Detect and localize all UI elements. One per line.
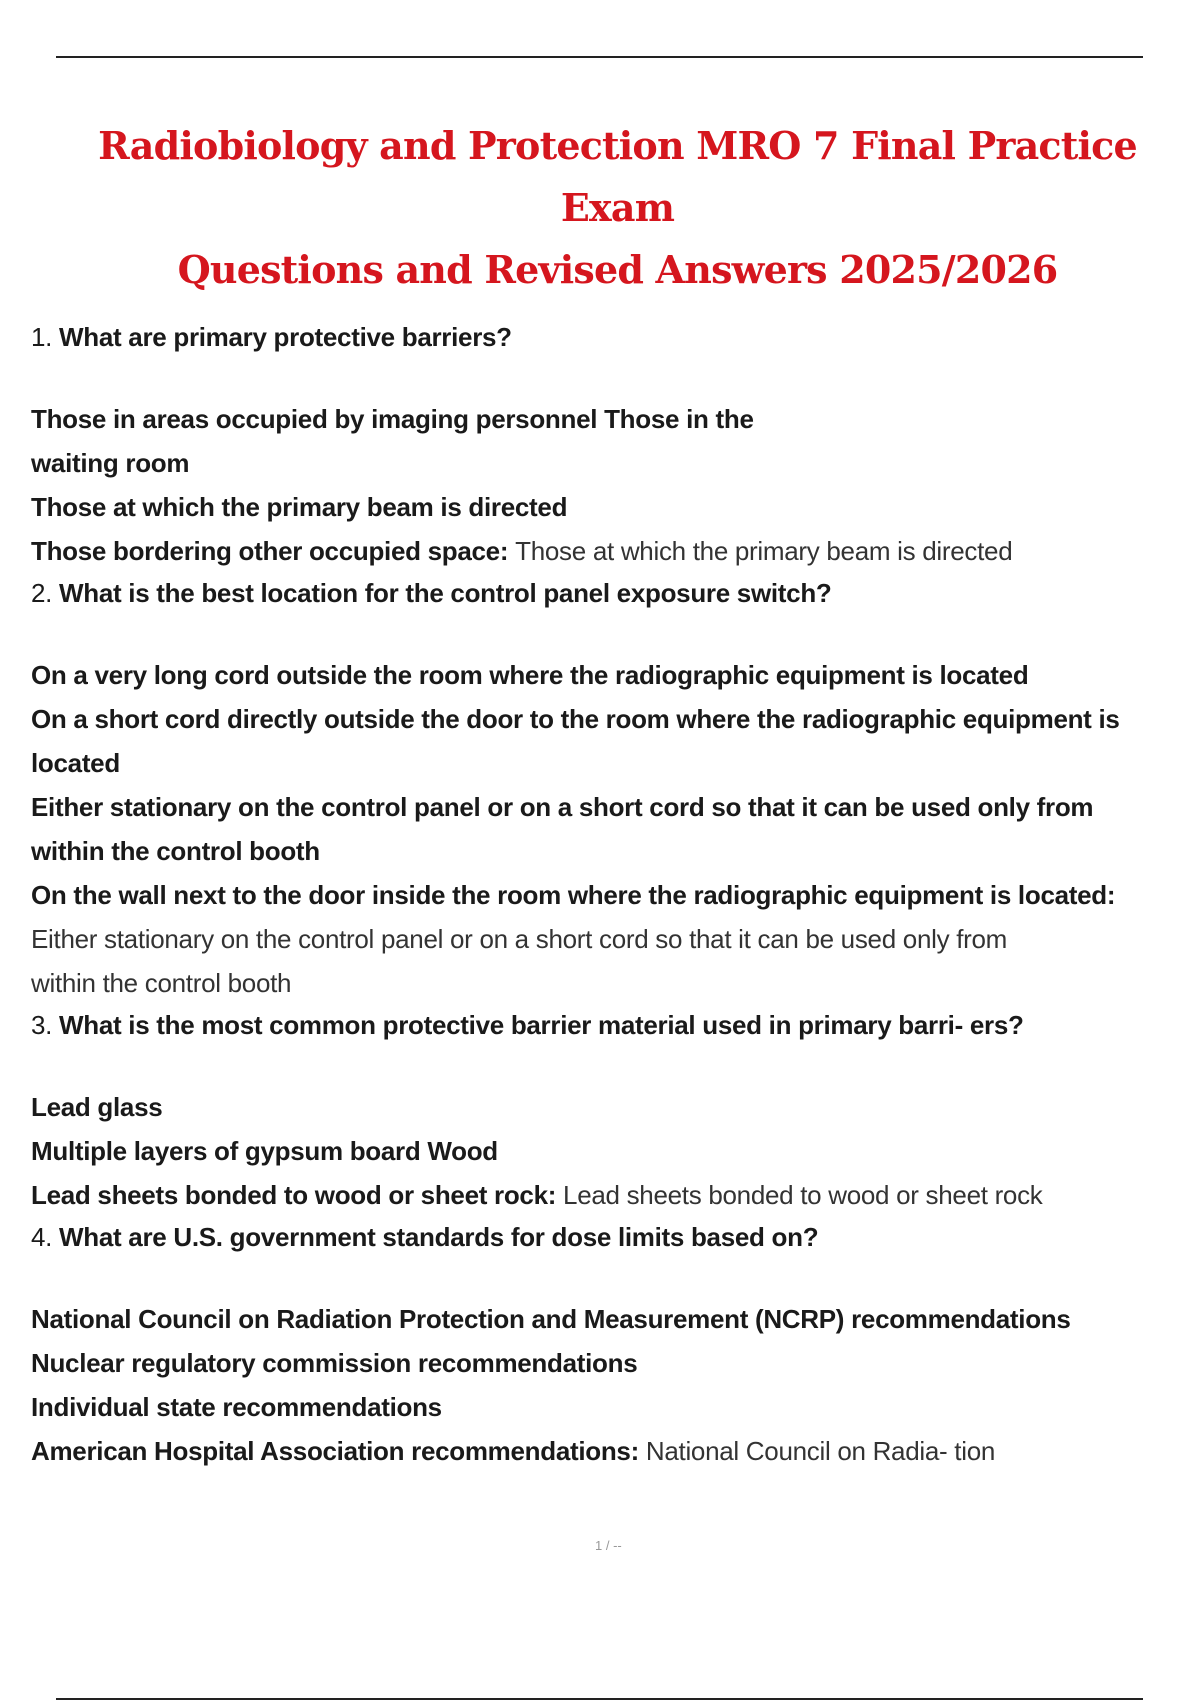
question-1 <box>31 317 1200 363</box>
document-title <box>40 115 1195 301</box>
title-line-2: Questions and Revised Answers 2025/2026 <box>177 247 1058 292</box>
option: Lead sheets bonded to wood or sheet rock: <box>31 1180 557 1210</box>
top-rule <box>56 56 1143 58</box>
question-text: What are U.S. government standards for dose limits based on? <box>59 1222 819 1252</box>
option: American Hospital Association recommendations: <box>31 1436 639 1466</box>
question-4 <box>31 1217 1200 1263</box>
question-number: 1. <box>31 322 53 352</box>
question-text: What are primary protective barriers? <box>59 322 512 352</box>
question-number: 3. <box>31 1010 53 1040</box>
option: within the control booth <box>31 836 320 866</box>
option-with-answer <box>31 529 1200 573</box>
option: On a short cord directly outside the door to the room where the radiographic equipment is <box>31 704 1120 734</box>
option-with-answer <box>31 1429 1200 1473</box>
page-number: 1 / -- <box>595 1538 622 1553</box>
option-with-answer <box>31 1173 1200 1217</box>
answer: National Council on Radia- tion <box>645 1436 996 1466</box>
option: On a very long cord outside the room where the radiographic equipment is located <box>31 660 1029 690</box>
option: Individual state recommendations <box>31 1392 442 1422</box>
option: Lead glass <box>31 1092 163 1122</box>
question-text: What is the most common protective barrier material used in primary barri- ers? <box>59 1010 1024 1040</box>
answer: within the control booth <box>31 968 292 998</box>
question-number: 2. <box>31 578 53 608</box>
option: Multiple layers of gypsum board Wood <box>31 1136 498 1166</box>
title-line-1: Radiobiology and Protection MRO 7 Final Practice Exam <box>98 123 1137 230</box>
option: Those bordering other occupied space: <box>31 536 509 566</box>
question-number: 4. <box>31 1222 53 1252</box>
option: Those at which the primary beam is directed <box>31 492 568 522</box>
answer: Lead sheets bonded to wood or sheet rock <box>563 1180 1043 1210</box>
question-2 <box>31 573 1200 619</box>
answer: Those at which the primary beam is directed <box>515 536 1013 566</box>
option: National Council on Radiation Protection and Measurement (NCRP) recommendations <box>31 1304 1071 1334</box>
answer: Either stationary on the control panel or on a short cord so that it can be used only from <box>31 924 1008 954</box>
question-3 <box>31 1005 1200 1051</box>
question-text: What is the best location for the control panel exposure switch? <box>59 578 832 608</box>
option: Either stationary on the control panel or on a short cord so that it can be used only from <box>31 792 1094 822</box>
option: Those in areas occupied by imaging personnel Those in the <box>31 404 754 434</box>
option: On the wall next to the door inside the room where the radiographic equipment is located: <box>31 880 1116 910</box>
question-list <box>31 317 1200 1473</box>
option: located <box>31 748 120 778</box>
option: Nuclear regulatory commission recommendations <box>31 1348 638 1378</box>
option: waiting room <box>31 448 190 478</box>
